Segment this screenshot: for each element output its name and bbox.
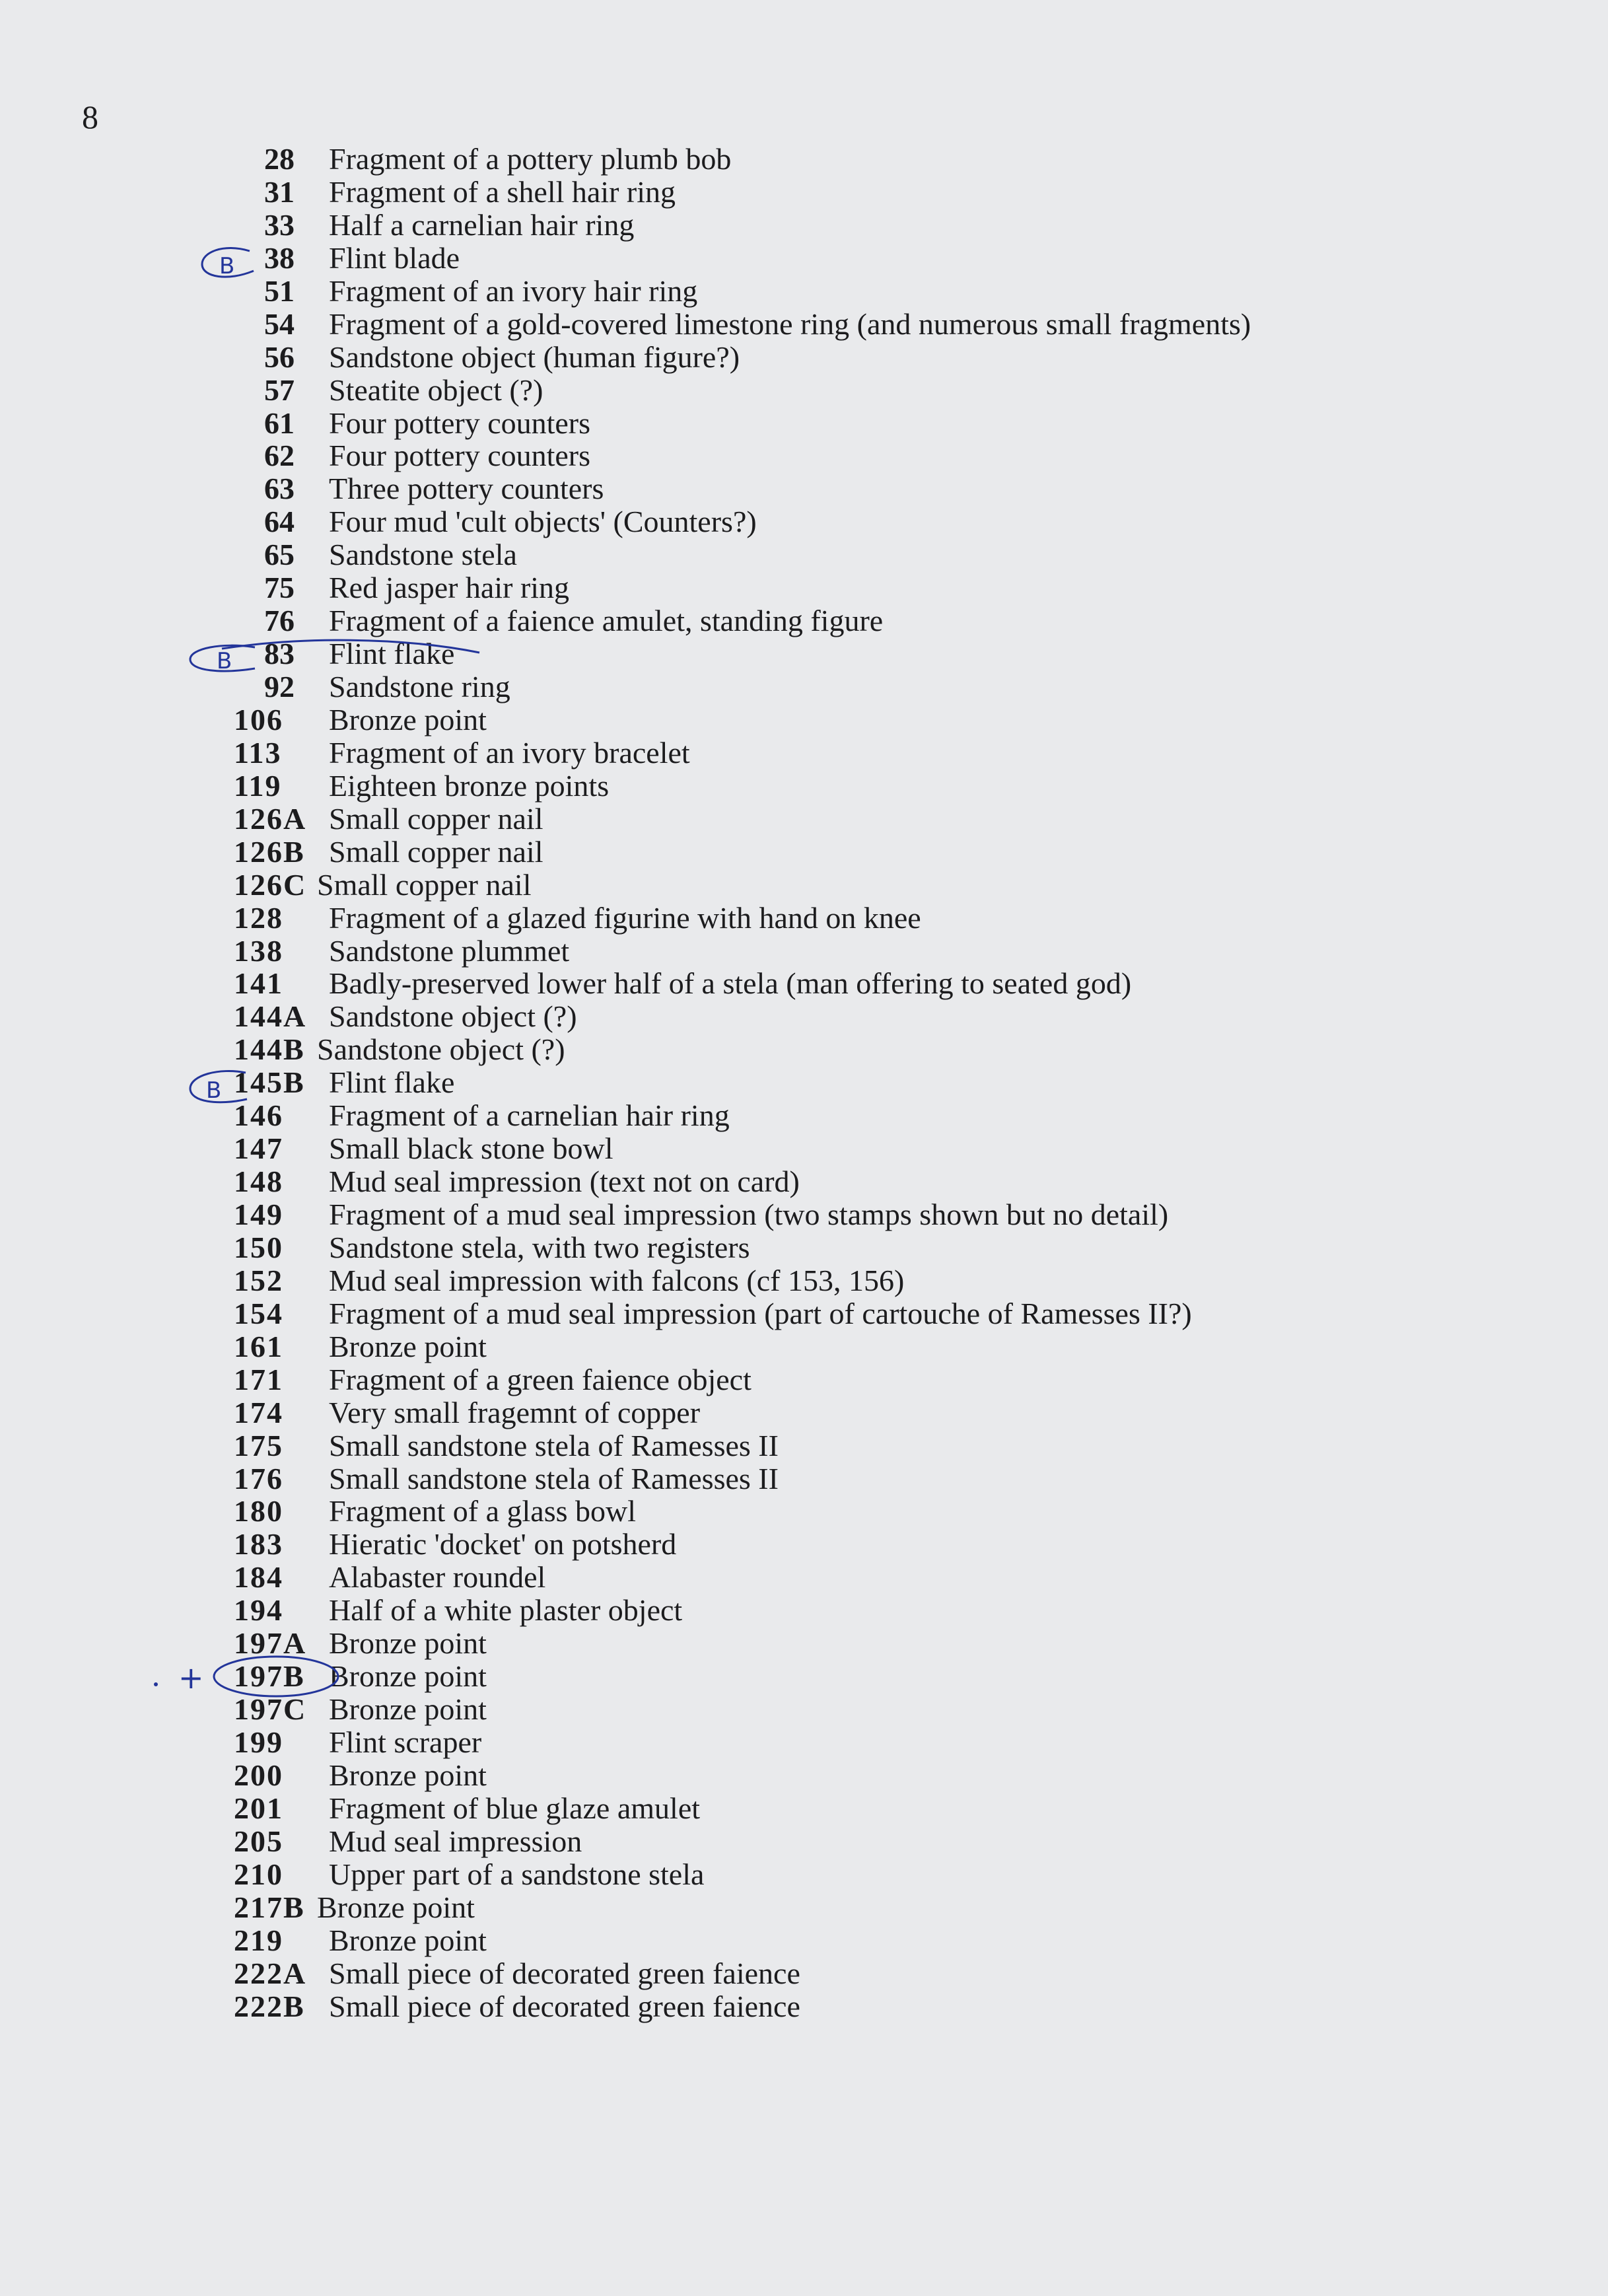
object-number: 152 bbox=[234, 1263, 283, 1297]
object-description: Mud seal impression with falcons (cf 153, 156) bbox=[329, 1263, 905, 1297]
list-item bbox=[232, 1066, 1421, 1099]
list-item bbox=[232, 472, 1421, 505]
object-description: Red jasper hair ring bbox=[329, 571, 570, 605]
annotation-cross: + bbox=[178, 1660, 204, 1696]
list-item bbox=[232, 1858, 1421, 1891]
object-description: Three pottery counters bbox=[329, 472, 604, 506]
object-number: 197B bbox=[234, 1659, 305, 1694]
object-description: Bronze point bbox=[329, 1329, 487, 1363]
list-item bbox=[232, 1627, 1421, 1660]
entry-list bbox=[232, 143, 1421, 2023]
object-number: 176 bbox=[234, 1461, 283, 1495]
object-description: Bronze point bbox=[329, 1923, 487, 1957]
list-item bbox=[232, 1198, 1421, 1231]
annotation-b-letter: B bbox=[217, 648, 232, 674]
object-number: 56 bbox=[264, 340, 295, 374]
object-number: 63 bbox=[264, 472, 295, 506]
annotation-b-letter: B bbox=[219, 253, 235, 279]
list-item bbox=[232, 1429, 1421, 1462]
list-item bbox=[232, 374, 1421, 407]
object-number: 154 bbox=[234, 1296, 283, 1330]
list-item bbox=[232, 1297, 1421, 1330]
list-item bbox=[232, 1000, 1421, 1033]
list-item bbox=[232, 242, 1421, 275]
object-description: Bronze point bbox=[329, 702, 487, 736]
list-item bbox=[232, 439, 1421, 472]
list-item bbox=[232, 1726, 1421, 1759]
list-item bbox=[232, 736, 1421, 770]
object-number: 38 bbox=[264, 240, 295, 275]
object-number: 75 bbox=[264, 571, 295, 605]
object-description: Small black stone bowl bbox=[329, 1131, 613, 1166]
object-description: Flint flake bbox=[329, 637, 455, 671]
object-description: Eighteen bronze points bbox=[329, 768, 610, 803]
object-number: 64 bbox=[264, 505, 295, 539]
list-item bbox=[232, 538, 1421, 571]
object-number: 197A bbox=[234, 1626, 307, 1661]
list-item bbox=[232, 1792, 1421, 1825]
object-description: Bronze point bbox=[329, 1626, 487, 1661]
object-number: 141 bbox=[234, 966, 283, 1001]
list-item bbox=[232, 1330, 1421, 1363]
object-number: 54 bbox=[264, 306, 295, 341]
object-description: Fragment of a shell hair ring bbox=[329, 174, 676, 209]
object-number: 147 bbox=[234, 1131, 283, 1166]
object-number: 150 bbox=[234, 1230, 283, 1264]
list-item bbox=[232, 1660, 1421, 1693]
list-item bbox=[232, 1825, 1421, 1858]
object-description: Fragment of a carnelian hair ring bbox=[329, 1098, 730, 1133]
object-number: 65 bbox=[264, 538, 295, 572]
object-description: Steatite object (?) bbox=[329, 373, 543, 407]
object-description: Badly-preserved lower half of a stela (man offering to seated god) bbox=[329, 966, 1132, 1001]
list-item bbox=[232, 571, 1421, 604]
object-description: Four pottery counters bbox=[329, 406, 591, 440]
list-item bbox=[232, 1594, 1421, 1627]
object-number: 184 bbox=[234, 1560, 283, 1595]
object-description: Flint flake bbox=[329, 1065, 455, 1100]
object-number: 76 bbox=[264, 604, 295, 638]
list-item bbox=[232, 407, 1421, 440]
list-item bbox=[232, 869, 1421, 902]
object-description: Bronze point bbox=[329, 1758, 487, 1792]
object-description: Bronze point bbox=[329, 1659, 487, 1694]
object-description: Fragment of a gold-covered limestone ring (and numerous small fragments) bbox=[329, 306, 1251, 341]
object-description: Fragment of a faience amulet, standing figure bbox=[329, 604, 884, 638]
list-item bbox=[232, 1363, 1421, 1396]
list-item bbox=[232, 1528, 1421, 1561]
object-number: 126B bbox=[234, 834, 305, 869]
list-item bbox=[232, 176, 1421, 209]
object-number: 62 bbox=[264, 439, 295, 473]
list-item bbox=[232, 902, 1421, 935]
list-item bbox=[232, 703, 1421, 736]
list-item bbox=[232, 1132, 1421, 1165]
object-number: 138 bbox=[234, 933, 283, 968]
object-description: Mud seal impression bbox=[329, 1824, 582, 1858]
object-description: Fragment of a green faience object bbox=[329, 1362, 752, 1396]
object-number: 145B bbox=[234, 1065, 305, 1100]
object-description: Half a carnelian hair ring bbox=[329, 207, 635, 242]
list-item bbox=[232, 604, 1421, 637]
object-number: 144B bbox=[234, 1032, 305, 1067]
list-item bbox=[232, 836, 1421, 869]
object-number: 171 bbox=[234, 1362, 283, 1396]
object-number: 51 bbox=[264, 273, 295, 308]
object-description: Fragment of blue glaze amulet bbox=[329, 1791, 701, 1825]
list-item bbox=[232, 341, 1421, 374]
object-description: Flint blade bbox=[329, 240, 460, 275]
object-number: 222A bbox=[234, 1956, 307, 1990]
list-item bbox=[232, 308, 1421, 341]
object-number: 28 bbox=[264, 142, 295, 176]
object-number: 149 bbox=[234, 1198, 283, 1231]
object-number: 222B bbox=[234, 1989, 305, 2023]
object-number: 217B bbox=[234, 1890, 305, 1924]
object-description: Fragment of a mud seal impression (part of cartouche of Ramesses II?) bbox=[329, 1296, 1192, 1330]
object-description: Small sandstone stela of Ramesses II bbox=[329, 1428, 779, 1462]
object-number: 128 bbox=[234, 900, 283, 935]
object-description: Sandstone object (?) bbox=[329, 999, 577, 1034]
list-item bbox=[232, 1099, 1421, 1132]
object-description: Half of a white plaster object bbox=[329, 1593, 683, 1628]
object-number: 83 bbox=[264, 637, 295, 671]
object-number: 148 bbox=[234, 1165, 283, 1199]
list-item bbox=[232, 1165, 1421, 1198]
object-description: Small piece of decorated green faience bbox=[329, 1956, 800, 1990]
list-item bbox=[232, 1924, 1421, 1957]
object-description: Upper part of a sandstone stela bbox=[329, 1857, 705, 1891]
object-description: Fragment of a glass bowl bbox=[329, 1494, 637, 1528]
object-number: 175 bbox=[234, 1428, 283, 1462]
object-number: 180 bbox=[234, 1494, 283, 1528]
object-number: 126C bbox=[234, 867, 307, 902]
object-number: 126A bbox=[234, 801, 307, 836]
object-description: Fragment of an ivory hair ring bbox=[329, 273, 698, 308]
object-description: Small copper nail bbox=[329, 834, 543, 869]
object-number: 201 bbox=[234, 1791, 283, 1825]
object-description: Mud seal impression (text not on card) bbox=[329, 1165, 800, 1199]
list-item bbox=[232, 209, 1421, 242]
object-description: Four pottery counters bbox=[329, 439, 591, 473]
object-description: Fragment of a pottery plumb bob bbox=[329, 142, 732, 176]
list-item bbox=[232, 770, 1421, 803]
object-description: Small copper nail bbox=[329, 801, 543, 836]
list-item bbox=[232, 935, 1421, 968]
object-number: 146 bbox=[234, 1098, 283, 1133]
object-number: 106 bbox=[234, 702, 283, 736]
object-number: 199 bbox=[234, 1725, 283, 1759]
list-item bbox=[232, 1957, 1421, 1990]
object-number: 219 bbox=[234, 1923, 283, 1957]
object-number: 200 bbox=[234, 1758, 283, 1792]
object-description: Small copper nail bbox=[317, 867, 532, 902]
list-item bbox=[232, 670, 1421, 703]
list-item bbox=[232, 967, 1421, 1000]
list-item bbox=[232, 1990, 1421, 2023]
object-number: 183 bbox=[234, 1527, 283, 1561]
list-item bbox=[232, 1759, 1421, 1792]
object-number: 210 bbox=[234, 1857, 283, 1891]
annotation-b-letter: B bbox=[206, 1077, 222, 1104]
list-item bbox=[232, 1264, 1421, 1297]
object-description: Sandstone stela bbox=[329, 538, 517, 572]
object-number: 144A bbox=[234, 999, 307, 1034]
object-description: Bronze point bbox=[317, 1890, 475, 1924]
list-item bbox=[232, 275, 1421, 308]
page-number: 8 bbox=[82, 98, 98, 135]
object-number: 31 bbox=[264, 174, 295, 209]
object-description: Small piece of decorated green faience bbox=[329, 1989, 800, 2023]
object-description: Fragment of a mud seal impression (two stamps shown but no detail) bbox=[329, 1198, 1169, 1231]
object-number: 92 bbox=[264, 670, 295, 703]
list-item bbox=[232, 505, 1421, 538]
object-description: Small sandstone stela of Ramesses II bbox=[329, 1461, 779, 1495]
object-number: 119 bbox=[234, 768, 282, 803]
object-description: Flint scraper bbox=[329, 1725, 482, 1759]
list-item bbox=[232, 1891, 1421, 1924]
object-description: Four mud 'cult objects' (Counters?) bbox=[329, 505, 757, 539]
list-item bbox=[232, 803, 1421, 836]
object-description: Sandstone object (human figure?) bbox=[329, 340, 740, 374]
object-number: 33 bbox=[264, 207, 295, 242]
object-number: 161 bbox=[234, 1329, 283, 1363]
list-item bbox=[232, 1396, 1421, 1429]
object-number: 194 bbox=[234, 1593, 283, 1628]
list-item bbox=[232, 1495, 1421, 1528]
object-description: Alabaster roundel bbox=[329, 1560, 546, 1595]
object-number: 174 bbox=[234, 1395, 283, 1429]
object-description: Hieratic 'docket' on potsherd bbox=[329, 1527, 677, 1561]
object-number: 57 bbox=[264, 373, 295, 407]
list-item bbox=[232, 143, 1421, 176]
object-description: Fragment of a glazed figurine with hand on knee bbox=[329, 900, 921, 935]
object-description: Fragment of an ivory bracelet bbox=[329, 735, 690, 770]
object-number: 61 bbox=[264, 406, 295, 440]
object-number: 205 bbox=[234, 1824, 283, 1858]
object-description: Very small fragemnt of copper bbox=[329, 1395, 701, 1429]
object-description: Bronze point bbox=[329, 1692, 487, 1727]
object-description: Sandstone stela, with two registers bbox=[329, 1230, 750, 1264]
list-item bbox=[232, 1693, 1421, 1726]
object-description: Sandstone plummet bbox=[329, 933, 570, 968]
object-description: Sandstone ring bbox=[329, 670, 510, 703]
list-item bbox=[232, 1462, 1421, 1495]
list-item bbox=[232, 637, 1421, 670]
object-number: 197C bbox=[234, 1692, 307, 1727]
list-item bbox=[232, 1561, 1421, 1594]
list-item bbox=[232, 1033, 1421, 1066]
object-number: 113 bbox=[234, 735, 282, 770]
object-description: Sandstone object (?) bbox=[317, 1032, 565, 1067]
list-item bbox=[232, 1231, 1421, 1264]
